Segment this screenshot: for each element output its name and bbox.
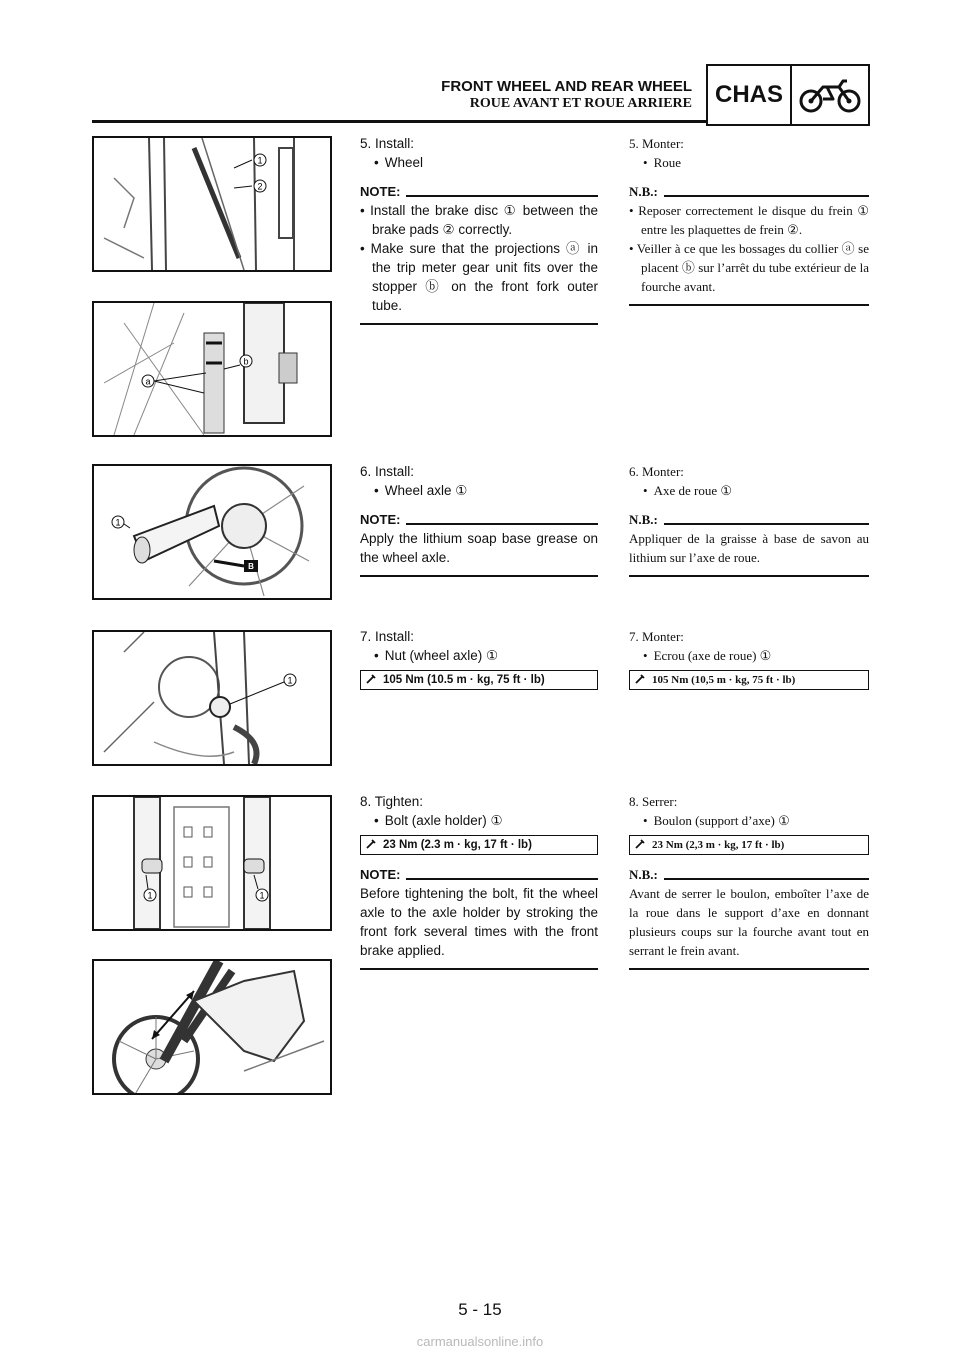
note-header: N.B.: (629, 510, 869, 529)
grease-label: B (248, 562, 254, 571)
header-rule (92, 120, 706, 123)
note-end-rule (360, 323, 598, 325)
step-item: • Wheel (374, 153, 598, 172)
photo-fork-stopper (92, 301, 332, 437)
section-label: CHAS (708, 66, 792, 124)
step-title: 5. Install: (360, 136, 415, 151)
note-end-rule (360, 968, 598, 970)
wrench-icon (365, 838, 377, 850)
step-title: 7. Monter: (629, 629, 684, 644)
note-header: NOTE: (360, 182, 598, 201)
watermark: carmanualsonline.info (416, 1334, 544, 1349)
note-text: Appliquer de la graisse à base de savon au lithium sur l’axe de roue. (629, 531, 869, 565)
step-item: • Axe de roue ① (643, 481, 869, 500)
step-title: 7. Install: (360, 629, 415, 644)
section-badge (706, 64, 870, 126)
wrench-icon (634, 838, 646, 850)
photo-axle-nut (92, 630, 332, 766)
callout-a: a (145, 376, 151, 387)
photo-fork-stroke (92, 959, 332, 1095)
note-header: NOTE: (360, 510, 598, 529)
callout-1: 1 (259, 890, 265, 901)
step-title: 8. Serrer: (629, 794, 678, 809)
note-text: Before tightening the bolt, fit the wheel axle to the axle holder by stroking the front fork several times with the front brake applied. (360, 886, 598, 958)
note-end-rule (629, 304, 869, 306)
page-number: 5 - 15 (458, 1300, 502, 1319)
note-end-rule (360, 575, 598, 577)
note-end-rule (629, 575, 869, 577)
step-6-en (360, 462, 598, 577)
step-item: • Wheel axle ① (374, 481, 598, 500)
header-title-en: FRONT WHEEL AND REAR WHEEL (441, 78, 692, 95)
photo-brake-disc (92, 136, 332, 272)
note-text: Avant de serrer le boulon, emboîter l’axe de la roue dans le support d’axe en donnant plusieurs coups sur la fourche avant tout en serrant le frein avant. (629, 886, 869, 958)
step-7-en (360, 627, 598, 690)
step-item: • Roue (643, 153, 869, 172)
step-title: 6. Monter: (629, 464, 684, 479)
step-title: 5. Monter: (629, 136, 684, 151)
step-8-en (360, 792, 598, 970)
callout-1: 1 (147, 890, 153, 901)
wrench-icon (634, 673, 646, 685)
torque-spec: 105 Nm (10,5 m · kg, 75 ft · lb) (629, 670, 869, 690)
note-end-rule (629, 968, 869, 970)
step-6-fr (629, 462, 869, 577)
note-text: Apply the lithium soap base grease on the wheel axle. (360, 531, 598, 565)
torque-spec: 105 Nm (10.5 m · kg, 75 ft · lb) (360, 670, 598, 690)
wrench-icon (365, 673, 377, 685)
note-header: N.B.: (629, 182, 869, 201)
header-title-fr: ROUE AVANT ET ROUE ARRIERE (469, 96, 692, 111)
step-5-fr (629, 134, 869, 306)
photo-axle-holder (92, 795, 332, 931)
torque-spec: 23 Nm (2,3 m · kg, 17 ft · lb) (629, 835, 869, 855)
step-7-fr (629, 627, 869, 690)
step-item: • Bolt (axle holder) ① (374, 811, 598, 830)
step-5-en (360, 134, 598, 325)
note-header: N.B.: (629, 865, 869, 884)
step-item: • Nut (wheel axle) ① (374, 646, 598, 665)
step-item: • Boulon (support d’axe) ① (643, 811, 869, 830)
step-title: 6. Install: (360, 464, 415, 479)
note-item: • Make sure that the projections ⓐ in the trip meter gear unit fits over the stopper ⓑ on the front fork outer tube. (360, 239, 598, 315)
motorcycle-icon (792, 66, 868, 124)
note-item: • Veiller à ce que les bossages du collier ⓐ se placent ⓑ sur l’arrêt du tube extérieur de la fourche avant. (629, 239, 869, 296)
callout-1: 1 (115, 517, 121, 528)
note-header: NOTE: (360, 865, 598, 884)
callout-b: b (243, 356, 249, 367)
callout-1: 1 (257, 155, 263, 166)
torque-spec: 23 Nm (2.3 m · kg, 17 ft · lb) (360, 835, 598, 855)
step-8-fr (629, 792, 869, 970)
callout-2: 2 (257, 181, 263, 192)
note-item: • Reposer correctement le disque du frein ① entre les plaquettes de frein ②. (629, 201, 869, 239)
callout-1: 1 (287, 675, 293, 686)
step-title: 8. Tighten: (360, 794, 424, 809)
step-item: • Ecrou (axe de roue) ① (643, 646, 869, 665)
photo-wheel-axle (92, 464, 332, 600)
note-item: • Install the brake disc ① between the brake pads ② correctly. (360, 201, 598, 239)
